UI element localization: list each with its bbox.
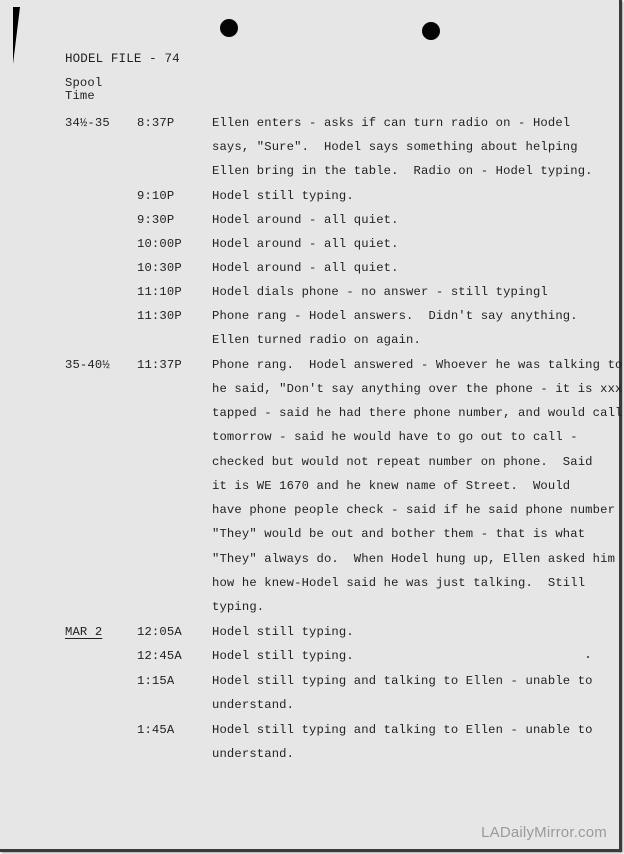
log-text-line: typing. bbox=[212, 600, 265, 614]
log-text-line: "They" would be out and bother them - that is what bbox=[212, 527, 586, 541]
log-time: 8:37P bbox=[137, 116, 175, 130]
log-text-line: Ellen enters - asks if can turn radio on - Hodel bbox=[212, 116, 571, 130]
spool-number: 35-40½ bbox=[65, 358, 110, 372]
ink-speck bbox=[587, 656, 589, 658]
log-text-line: how he knew-Hodel said he was just talking. Still bbox=[212, 576, 586, 590]
log-text-line: Hodel still typing and talking to Ellen - unable to bbox=[212, 723, 593, 737]
log-text-line: understand. bbox=[212, 698, 295, 712]
log-time: 1:45A bbox=[137, 723, 175, 737]
log-text-line: Hodel dials phone - no answer - still typingl bbox=[212, 285, 548, 299]
log-text-line: Hodel still typing. bbox=[212, 625, 354, 639]
log-time: 10:30P bbox=[137, 261, 182, 275]
log-time: 10:00P bbox=[137, 237, 182, 251]
log-time: 11:37P bbox=[137, 358, 182, 372]
log-text-line: Hodel around - all quiet. bbox=[212, 213, 399, 227]
log-text-line: tomorrow - said he would have to go out to call - bbox=[212, 430, 578, 444]
log-text-line: "They" always do. When Hodel hung up, Ellen asked him bbox=[212, 552, 616, 566]
log-text-line: Ellen bring in the table. Radio on - Hodel typing. bbox=[212, 164, 593, 178]
column-label-time: Time bbox=[65, 89, 95, 103]
punch-hole-right bbox=[422, 22, 440, 40]
log-text-line: Hodel still typing and talking to Ellen - unable to bbox=[212, 674, 593, 688]
spool-number: 34½-35 bbox=[65, 116, 110, 130]
log-text-line: Hodel still typing. bbox=[212, 189, 354, 203]
column-label-spool: Spool bbox=[65, 76, 103, 90]
margin-wedge-mark bbox=[9, 7, 20, 64]
log-text-line: Phone rang - Hodel answers. Didn't say anything. bbox=[212, 309, 578, 323]
log-text-line: it is WE 1670 and he knew name of Street. Would bbox=[212, 479, 571, 493]
log-text-line: understand. bbox=[212, 747, 295, 761]
log-text-line: tapped - said he had there phone number, and would call bbox=[212, 406, 623, 420]
log-time: 9:10P bbox=[137, 189, 175, 203]
log-time: 1:15A bbox=[137, 674, 175, 688]
document-title: HODEL FILE - 74 bbox=[65, 52, 180, 66]
log-text-line: Ellen turned radio on again. bbox=[212, 333, 421, 347]
log-text-line: Hodel around - all quiet. bbox=[212, 237, 399, 251]
punch-hole-left bbox=[220, 19, 238, 37]
log-text-line: Hodel around - all quiet. bbox=[212, 261, 399, 275]
log-text-line: have phone people check - said if he said phone number bbox=[212, 503, 616, 517]
watermark: LADailyMirror.com bbox=[481, 824, 607, 841]
log-text-line: says, "Sure". Hodel says something about helping bbox=[212, 140, 578, 154]
log-time: 12:45A bbox=[137, 649, 182, 663]
date-marker: MAR 2 bbox=[65, 625, 103, 639]
log-time: 12:05A bbox=[137, 625, 182, 639]
log-time: 9:30P bbox=[137, 213, 175, 227]
log-time: 11:30P bbox=[137, 309, 182, 323]
log-time: 11:10P bbox=[137, 285, 182, 299]
log-text-line: he said, "Don't say anything over the phone - it is xxx bbox=[212, 382, 623, 396]
log-text-line: Hodel still typing. bbox=[212, 649, 354, 663]
log-text-line: checked but would not repeat number on phone. Said bbox=[212, 455, 593, 469]
log-text-line: Phone rang. Hodel answered - Whoever he was talking to bbox=[212, 358, 623, 372]
